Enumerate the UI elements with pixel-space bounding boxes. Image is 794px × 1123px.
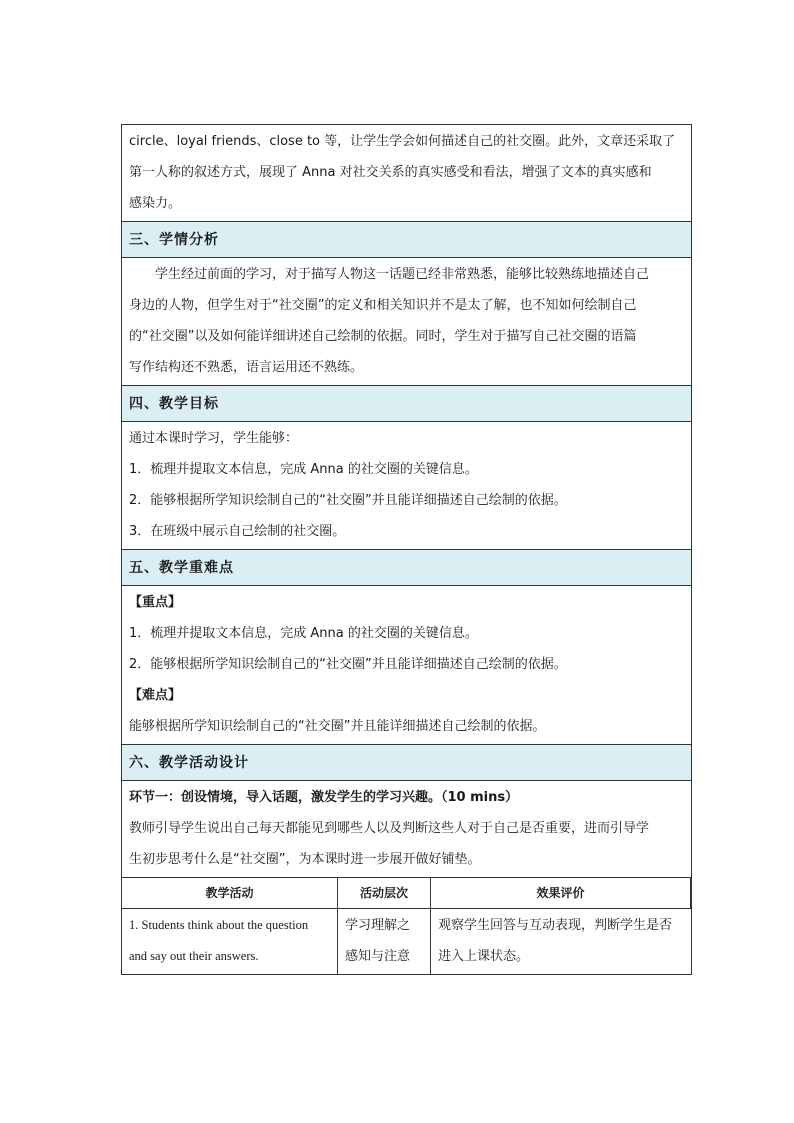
paragraph-line: 第一人称的叙述方式，展现了 Anna 对社交关系的真实感受和看法，增强了文本的真实感和 — [129, 165, 652, 180]
difficult-point-text: 能够根据所学知识绘制自己的“社交圈”并且能详细描述自己绘制的依据。 — [129, 719, 546, 734]
key-points-body — [122, 586, 691, 745]
paragraph-line: 感染力。 — [129, 196, 182, 211]
table-cell-activity — [122, 909, 338, 974]
paragraph-line: 身边的人物，但学生对于“社交圈”的定义和相关知识并不是太了解，也不知如何绘制自己 — [129, 298, 637, 313]
column-header-evaluation: 效果评价 — [431, 878, 691, 909]
cell-line: 1. Students think about the question — [129, 918, 309, 932]
table-cell-level — [338, 909, 431, 974]
objectives-body — [122, 422, 691, 550]
paragraph-line: 学生经过前面的学习，对于描写人物这一话题已经非常熟悉，能够比较熟练地描述自己 — [155, 267, 650, 282]
column-header-level: 活动层次 — [338, 878, 431, 909]
text-analysis-continuation — [122, 125, 691, 222]
cell-line: 学习理解之 — [345, 918, 411, 933]
cell-line: 进入上课状态。 — [438, 949, 530, 964]
table-cell-evaluation — [431, 909, 691, 974]
objective-item: 1．梳理并提取文本信息，完成 Anna 的社交圈的关键信息。 — [129, 462, 478, 477]
cell-line: 观察学生回答与互动表现，判断学生是否 — [438, 918, 673, 933]
step-title: 环节一：创设情境，导入话题，激发学生的学习兴趣。（10 mins） — [129, 790, 519, 805]
difficult-points-label: 【难点】 — [129, 688, 182, 703]
cell-line: 感知与注意 — [345, 949, 411, 964]
column-header-activity: 教学活动 — [122, 878, 338, 909]
paragraph-line: 教师引导学生说出自己每天都能见到哪些人以及判断这些人对于自己是否重要，进而引导学 — [129, 821, 650, 836]
objective-item: 3．在班级中展示自己绘制的社交圈。 — [129, 524, 346, 539]
student-analysis-body — [122, 258, 691, 386]
activity-step-body — [122, 781, 691, 878]
activity-table — [122, 878, 691, 974]
lesson-plan-table — [121, 124, 692, 975]
paragraph-line: 生初步思考什么是“社交圈”，为本课时进一步展开做好铺垫。 — [129, 852, 481, 867]
objective-item: 2．能够根据所学知识绘制自己的“社交圈”并且能详细描述自己绘制的依据。 — [129, 493, 567, 508]
section-heading-activity-design: 六、教学活动设计 — [122, 745, 691, 781]
key-point-item: 2．能够根据所学知识绘制自己的“社交圈”并且能详细描述自己绘制的依据。 — [129, 657, 567, 672]
key-points-label: 【重点】 — [129, 595, 182, 610]
paragraph-line: circle、loyal friends、close to 等，让学生学会如何描述自己的社交圈。此外，文章还采取了 — [129, 134, 676, 149]
section-heading-objectives: 四、教学目标 — [122, 386, 691, 422]
paragraph-line: 的“社交圈”以及如何能详细讲述自己绘制的依据。同时，学生对于描写自己社交圈的语篇 — [129, 329, 637, 344]
cell-line: and say out their answers. — [129, 949, 259, 963]
key-point-item: 1．梳理并提取文本信息，完成 Anna 的社交圈的关键信息。 — [129, 626, 478, 641]
section-heading-student-analysis: 三、学情分析 — [122, 222, 691, 258]
paragraph-line: 写作结构还不熟悉，语言运用还不熟练。 — [129, 360, 364, 375]
objectives-intro: 通过本课时学习，学生能够： — [129, 431, 299, 446]
section-heading-key-points: 五、教学重难点 — [122, 550, 691, 586]
